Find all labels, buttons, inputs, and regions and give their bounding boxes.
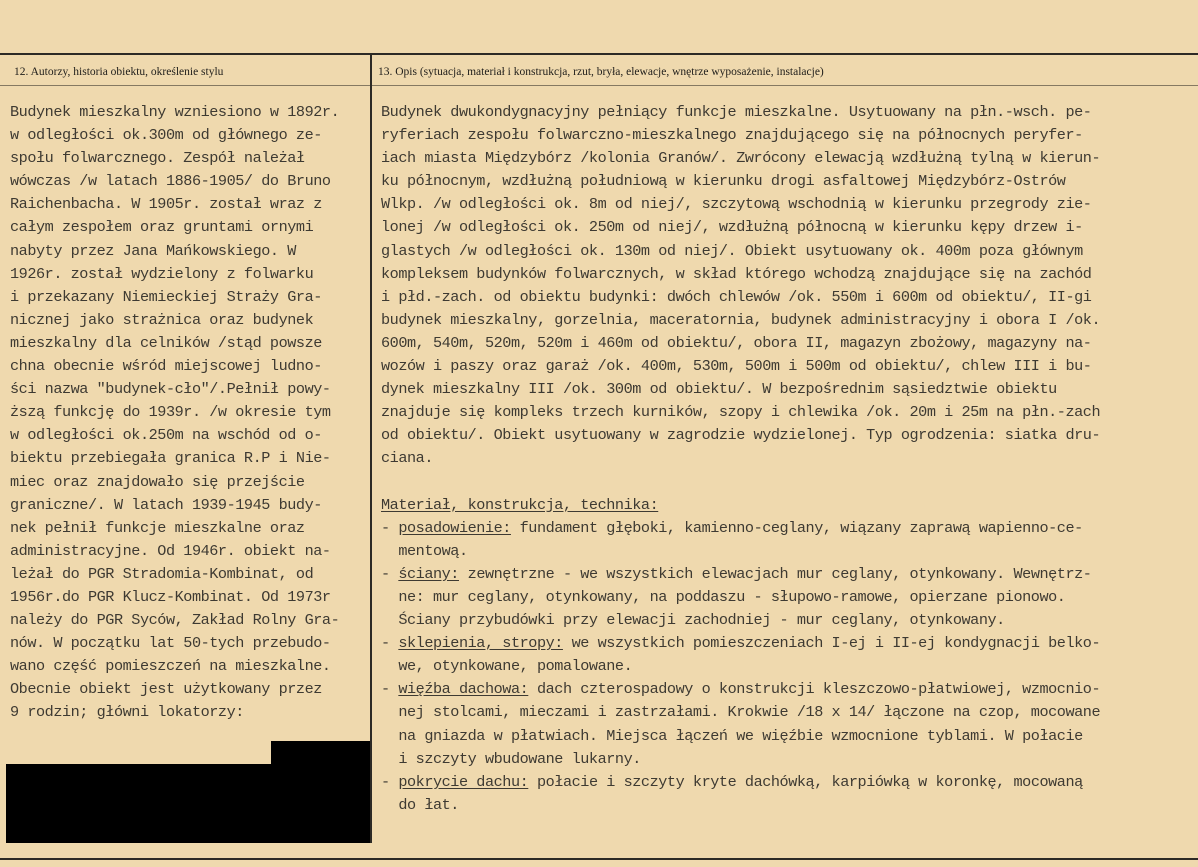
material-term: więźba dachowa: <box>398 680 529 699</box>
material-text: Ściany przybudówki przy elewacji zachodniej - mur ceglany, otynkowany. <box>398 611 1005 630</box>
material-item-continuation <box>381 655 1100 678</box>
history-line: mieszkalny dla celników /stąd powsze <box>10 333 322 352</box>
material-item-continuation <box>381 609 1100 632</box>
description-line: i płd.-zach. od obiektu budynki: dwóch chlewów /ok. 550m i 600m od obiektu/, II-gi <box>381 287 1092 306</box>
material-term: posadowienie: <box>398 518 511 537</box>
blank-line <box>381 471 1100 494</box>
history-line: nabyty przez Jana Mańkowskiego. W <box>10 241 296 260</box>
history-line: leżał do PGR Stradomia-Kombinat, od <box>10 564 314 583</box>
material-item-continuation <box>381 540 1100 563</box>
material-item: - ściany: zewnętrzne - we wszystkich elewacjach mur ceglany, otynkowany. Wewnętrz- <box>381 564 1092 583</box>
history-line: ższą funkcję do 1939r. /w okresie tym <box>10 403 331 422</box>
materials-heading-text: Materiał, konstrukcja, technika: <box>381 495 659 514</box>
top-divider <box>0 53 1198 55</box>
description-line: ku północnym, wzdłużną południową w kierunku drogi asfaltowej Międzybórz-Ostrów <box>381 172 1066 191</box>
material-term: sklepienia, stropy: <box>398 634 563 653</box>
history-line: 1956r.do PGR Klucz-Kombinat. Od 1973r <box>10 587 331 606</box>
material-item-continuation <box>381 701 1100 724</box>
material-item: - pokrycie dachu: połacie i szczyty kryte dachówką, karpiówką w koronkę, mocowaną <box>381 772 1083 791</box>
material-item-continuation <box>381 725 1100 748</box>
material-term: ściany: <box>398 564 459 583</box>
description-line: 600m, 540m, 520m, 520m i 460m od obiektu/, obora II, magazyn zbożowy, magazyny na- <box>381 333 1092 352</box>
material-item: - posadowienie: fundament głęboki, kamienno-ceglany, wiązany zaprawą wapienno-ce- <box>381 518 1083 537</box>
history-line: ści nazwa "budynek-cło"/.Pełnił powy- <box>10 380 331 399</box>
material-text: ne: mur ceglany, otynkowany, na poddaszu - słupowo-ramowe, opierzane pionowo. <box>398 587 1066 606</box>
description-line: dynek mieszkalny III /ok. 300m od obiektu/. W bezpośrednim sąsiedztwie obiektu <box>381 380 1057 399</box>
description-line: ciana. <box>381 449 433 468</box>
material-item-continuation <box>381 794 1100 817</box>
material-text: dach czterospadowy o konstrukcji kleszczowo-płatwiowej, wzmocnio- <box>536 680 1101 699</box>
section-13-header: 13. Opis (sytuacja, materiał i konstrukcja, rzut, bryła, elewacje, wnętrze wyposażenie, instalacje) <box>378 66 824 78</box>
material-item: - więźba dachowa: dach czterospadowy o konstrukcji kleszczowo-płatwiowej, wzmocnio- <box>381 680 1101 699</box>
history-line: graniczne/. W latach 1939-1945 budy- <box>10 495 322 514</box>
history-line: całym zespołem oraz gruntami ornymi <box>10 218 314 237</box>
history-line: nów. W początku lat 50-tych przebudo- <box>10 634 331 653</box>
history-line: 1926r. został wydzielony z folwarku <box>10 264 314 283</box>
history-line: biektu przebiegała granica R.P i Nie- <box>10 449 331 468</box>
material-text: nej stolcami, mieczami i zastrzałami. Krokwie /18 x 14/ łączone na czop, mocowane <box>398 703 1101 722</box>
bottom-divider <box>0 858 1198 860</box>
history-line: w odległości ok.250m na wschód od o- <box>10 426 322 445</box>
history-line: miec oraz znajdowało się przejście <box>10 472 305 491</box>
description-line: ryferiach zespołu folwarczno-mieszkalnego znajdującego się na północnych peryfer- <box>381 126 1083 145</box>
history-line: należy do PGR Syców, Zakład Rolny Gra- <box>10 611 340 630</box>
material-item-continuation <box>381 748 1100 771</box>
material-text: fundament głęboki, kamienno-ceglany, wiązany zaprawą wapienno-ce- <box>519 518 1083 537</box>
history-line: nicznej jako strażnica oraz budynek <box>10 310 314 329</box>
material-text: zewnętrzne - we wszystkich elewacjach mur ceglany, otynkowany. Wewnętrz- <box>467 564 1092 583</box>
section-12-header: 12. Autorzy, historia obiektu, określenie stylu <box>14 66 224 78</box>
redaction-bar <box>271 741 370 765</box>
materials-heading <box>381 494 1100 517</box>
description-line: iach miasta Międzybórz /kolonia Granów/. Zwrócony elewacją wzdłużną tylną w kierun- <box>381 149 1101 168</box>
material-text: na gniazda w płatwiach. Miejsca łączeń we więźbie wzmocnione tyblami. W połacie <box>398 726 1083 745</box>
description-line: Budynek dwukondygnacyjny pełniący funkcje mieszkalne. Usytuowany na płn.-wsch. pe- <box>381 103 1092 121</box>
material-text: mentową. <box>398 541 468 560</box>
material-term: pokrycie dachu: <box>398 772 529 791</box>
description-line: od obiektu/. Obiekt usytuowany w zagrodzie wydzielonej. Typ ogrodzenia: siatka dru- <box>381 426 1101 445</box>
history-line: Budynek mieszkalny wzniesiono w 1892r. <box>10 103 340 121</box>
material-item-continuation <box>381 586 1100 609</box>
redaction-block <box>6 764 370 843</box>
material-text: we, otynkowane, pomalowane. <box>398 657 633 676</box>
column-divider <box>370 53 372 843</box>
history-line: Raichenbacha. W 1905r. został wraz z <box>10 195 322 214</box>
description-line: lonej /w odległości ok. 250m od niej/, wzdłużną północną w kierunku kępy drzew i- <box>381 218 1083 237</box>
description-line: budynek mieszkalny, gorzelnia, maceratornia, budynek administracyjny i obora I /ok. <box>381 310 1101 329</box>
history-line: społu folwarcznego. Zespół należał <box>10 149 305 168</box>
description-line: Wlkp. /w odległości ok. 8m od niej/, szczytową wschodnią w kierunku przegrody zie- <box>381 195 1092 214</box>
header-divider <box>0 85 1198 86</box>
history-text <box>10 101 339 725</box>
description-text <box>381 101 1100 817</box>
description-line: kompleksem budynków folwarcznych, w skład którego wchodzą znajdujące się na zachód <box>381 264 1092 283</box>
history-line: chna obecnie wśród miejscowej ludno- <box>10 357 322 376</box>
history-line: wano część pomieszczeń na mieszkalne. <box>10 657 331 676</box>
history-line: wówczas /w latach 1886-1905/ do Bruno <box>10 172 331 191</box>
material-text: połacie i szczyty kryte dachówką, karpiówką w koronkę, mocowaną <box>536 772 1083 791</box>
material-text: we wszystkich pomieszczeniach I-ej i II-ej kondygnacji belko- <box>571 634 1101 653</box>
description-line: znajduje się kompleks trzech kurników, szopy i chlewika /ok. 20m i 25m na płn.-zach <box>381 403 1101 422</box>
history-line: nek pełnił funkcje mieszkalne oraz <box>10 518 305 537</box>
material-item: - sklepienia, stropy: we wszystkich pomieszczeniach I-ej i II-ej kondygnacji belko- <box>381 634 1101 653</box>
history-line: w odległości ok.300m od głównego ze- <box>10 126 322 145</box>
history-line: 9 rodzin; główni lokatorzy: <box>10 703 244 722</box>
material-text: i szczyty wbudowane lukarny. <box>398 749 641 768</box>
description-line: wozów i paszy oraz garaż /ok. 400m, 530m, 500m i 500m od obiektu/, chlew III i bu- <box>381 357 1092 376</box>
history-line: administracyjne. Od 1946r. obiekt na- <box>10 541 331 560</box>
description-line: glastych /w odległości ok. 130m od niej/. Obiekt usytuowany ok. 400m poza głównym <box>381 241 1083 260</box>
history-line: Obecnie obiekt jest użytkowany przez <box>10 680 322 699</box>
material-text: do łat. <box>398 795 459 814</box>
history-line: i przekazany Niemieckiej Straży Gra- <box>10 287 322 306</box>
